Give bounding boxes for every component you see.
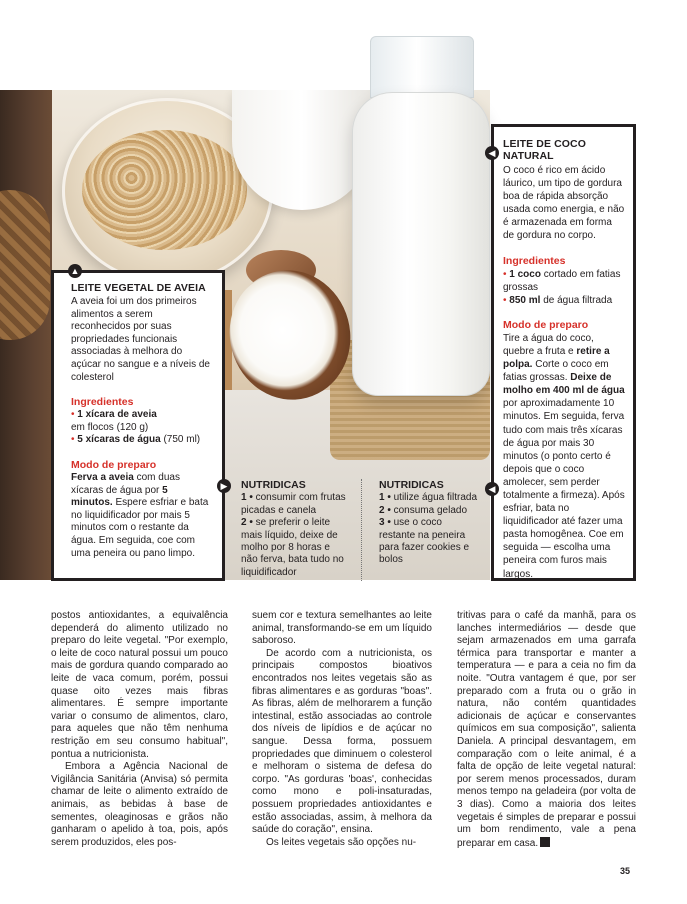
coco-box-title: LEITE DE COCO NATURAL	[503, 138, 586, 162]
article-paragraph: suem cor e textura semelhantes ao leite animal, transformando-se em um líquido saboroso.	[252, 610, 432, 647]
oat-tip-1: 1 • consumir com frutas picadas e canela	[241, 492, 346, 516]
milk-bottle	[352, 36, 490, 396]
arrow-left-icon: ◀	[485, 146, 499, 160]
coco-method-text: Tire a água do coco, quebre a fruta e retire a polpa. Corte o coco em fatias grossas. Deixe de molho em 400 ml de água por aproximadamente 10 minutos. Em seguida, ferva tudo com mais três xícaras de água por mais 30 minutos (o ponto certo é depois que o coco amolecer, sem perder totalmente a firmeza). Após esfriar, bata no liquidificador até fazer uma pasta homogênea. Coe em seguida — escolha uma peneira com furos mais largos.	[503, 332, 625, 580]
coco-tip-2: 2 • consuma gelado	[379, 504, 468, 516]
oat-tips	[241, 479, 349, 579]
article-paragraph: De acordo com a nutricionista, os principais compostos bioativos encontrados nos leites vegetais são as fibras alimentares e as gorduras "boas". As fibras, além de melhorarem a função intestinal, estão associadas ao controle dos níveis de lipídios e de açúcar no sangue. Dessa forma, possuem propriedades que diminuem o colesterol e melhoram o sistema de defesa do corpo. "As gorduras 'boas', conhecidas como mono e poli-insaturadas, possuem propriedades antioxidantes e estão associadas, assim, à melhora da saúde do coração", ensina.	[252, 647, 432, 836]
oat-milk-recipe-box	[51, 266, 228, 581]
oat-tip-2: 2 • se preferir o leite mais líquido, deixe de molho por 8 horas e não ferva, bata tudo no liquidificador	[241, 517, 344, 578]
coco-tips	[379, 479, 479, 567]
page-number: 35	[620, 866, 631, 876]
coconut-milk-recipe-box	[488, 124, 636, 581]
article-paragraph: postos antioxidantes, a equivalência dependerá do alimento utilizado no preparo do leite vegetal. "Por exemplo, o leite de coco natural possui um pouco mais de gordura quando comparado ao leite de vaca comum, porém, possui quase oito vezes mais fibras alimentares. É sempre importante variar o consumo de alimentos, claro, para aqueles que não têm nenhuma restrição em seu consumo habitual", pontua a nutricionista.	[51, 610, 228, 760]
article-column-1	[51, 610, 228, 849]
article-column-2	[252, 610, 432, 849]
article-column-3	[457, 610, 636, 850]
bottle-body	[352, 92, 490, 396]
oat-box-title: LEITE VEGETAL DE AVEIA	[71, 282, 206, 294]
arrow-left-icon: ◀	[485, 482, 499, 496]
bottle-neck	[370, 36, 474, 98]
article-paragraph: Embora a Agência Nacional de Vigilância Sanitária (Anvisa) só permita chamar de leite o alimento extraído de animais, as bebidas à base de sementes, oleaginosas e grãos não ganharam o apelido à toa, pois, após serem produzidos, eles pos-	[51, 761, 228, 848]
arrow-right-icon: ▶	[217, 479, 231, 493]
coco-ingredient-1: • 1 coco cortado em fatias grossas	[503, 268, 621, 293]
coco-ingredients-title: Ingredientes	[503, 254, 566, 267]
oat-ingredients-title: Ingredientes	[71, 396, 134, 409]
oat-box-description: A aveia foi um dos primeiros alimentos a serem reconhecidos por suas propriedades funcionais associadas à melhora do açúcar no sangue e a níveis de colesterol	[71, 296, 210, 383]
oat-tips-title: NUTRIDICAS	[241, 479, 306, 491]
coco-tip-1: 1 • utilize água filtrada	[379, 492, 478, 504]
oat-method-text: Ferva a aveia com duas xícaras de água por 5 minutos. Espere esfriar e bata no liquidificador por mais 5 minutos com o restante da água. Em seguida, coe com uma peneira ou pano limpo.	[71, 471, 209, 559]
end-of-article-icon	[540, 837, 550, 847]
coco-tips-title: NUTRIDICAS	[379, 479, 444, 491]
oat-ingredient-1: • 1 xícara de aveia em flocos (120 g)	[71, 409, 157, 433]
coco-ingredient-2: • 850 ml de água filtrada	[503, 294, 613, 306]
wicker-basket	[0, 190, 50, 340]
article-paragraph: Os leites vegetais são opções nu-	[266, 836, 417, 848]
coco-box-description: O coco é rico em ácido láurico, um tipo de gordura boa de rápida absorção usada como energia, e não é armazenada em forma de gordura no corpo.	[503, 165, 625, 242]
arrow-up-icon: ▲	[68, 264, 82, 278]
oat-method-title: Modo de preparo	[71, 458, 157, 471]
oat-ingredient-2: • 5 xícaras de água (750 ml)	[71, 434, 201, 446]
article-paragraph: tritivas para o café da manhã, para os lanches intermediários — desde que sejam armazenados em uma garrafa térmica para transportar e manter a temperatura — e para a ceia no fim da noite. "Outra vantagem é que, por ser preparado com a fruta ou o grão in natura, não contém quantidades adicionais de açúcar e conservantes químicos em sua composição", salienta Daniela. A principal desvantagem, em comparação com o leite animal, é a falta de opção de leite vegetal natural: por serem menos processados, duram menos tempo na geladeira (por volta de 3 dias). Como a maioria dos leites vegetais é simples de preparar e possui um bom rendimento, vale a pena preparar em casa.	[457, 610, 636, 849]
tips-divider	[361, 479, 362, 581]
coco-tip-3: 3 • use o coco restante na peneira para fazer cookies e bolos	[379, 517, 470, 566]
rolled-oats	[82, 130, 247, 250]
coco-method-title: Modo de preparo	[503, 318, 589, 331]
